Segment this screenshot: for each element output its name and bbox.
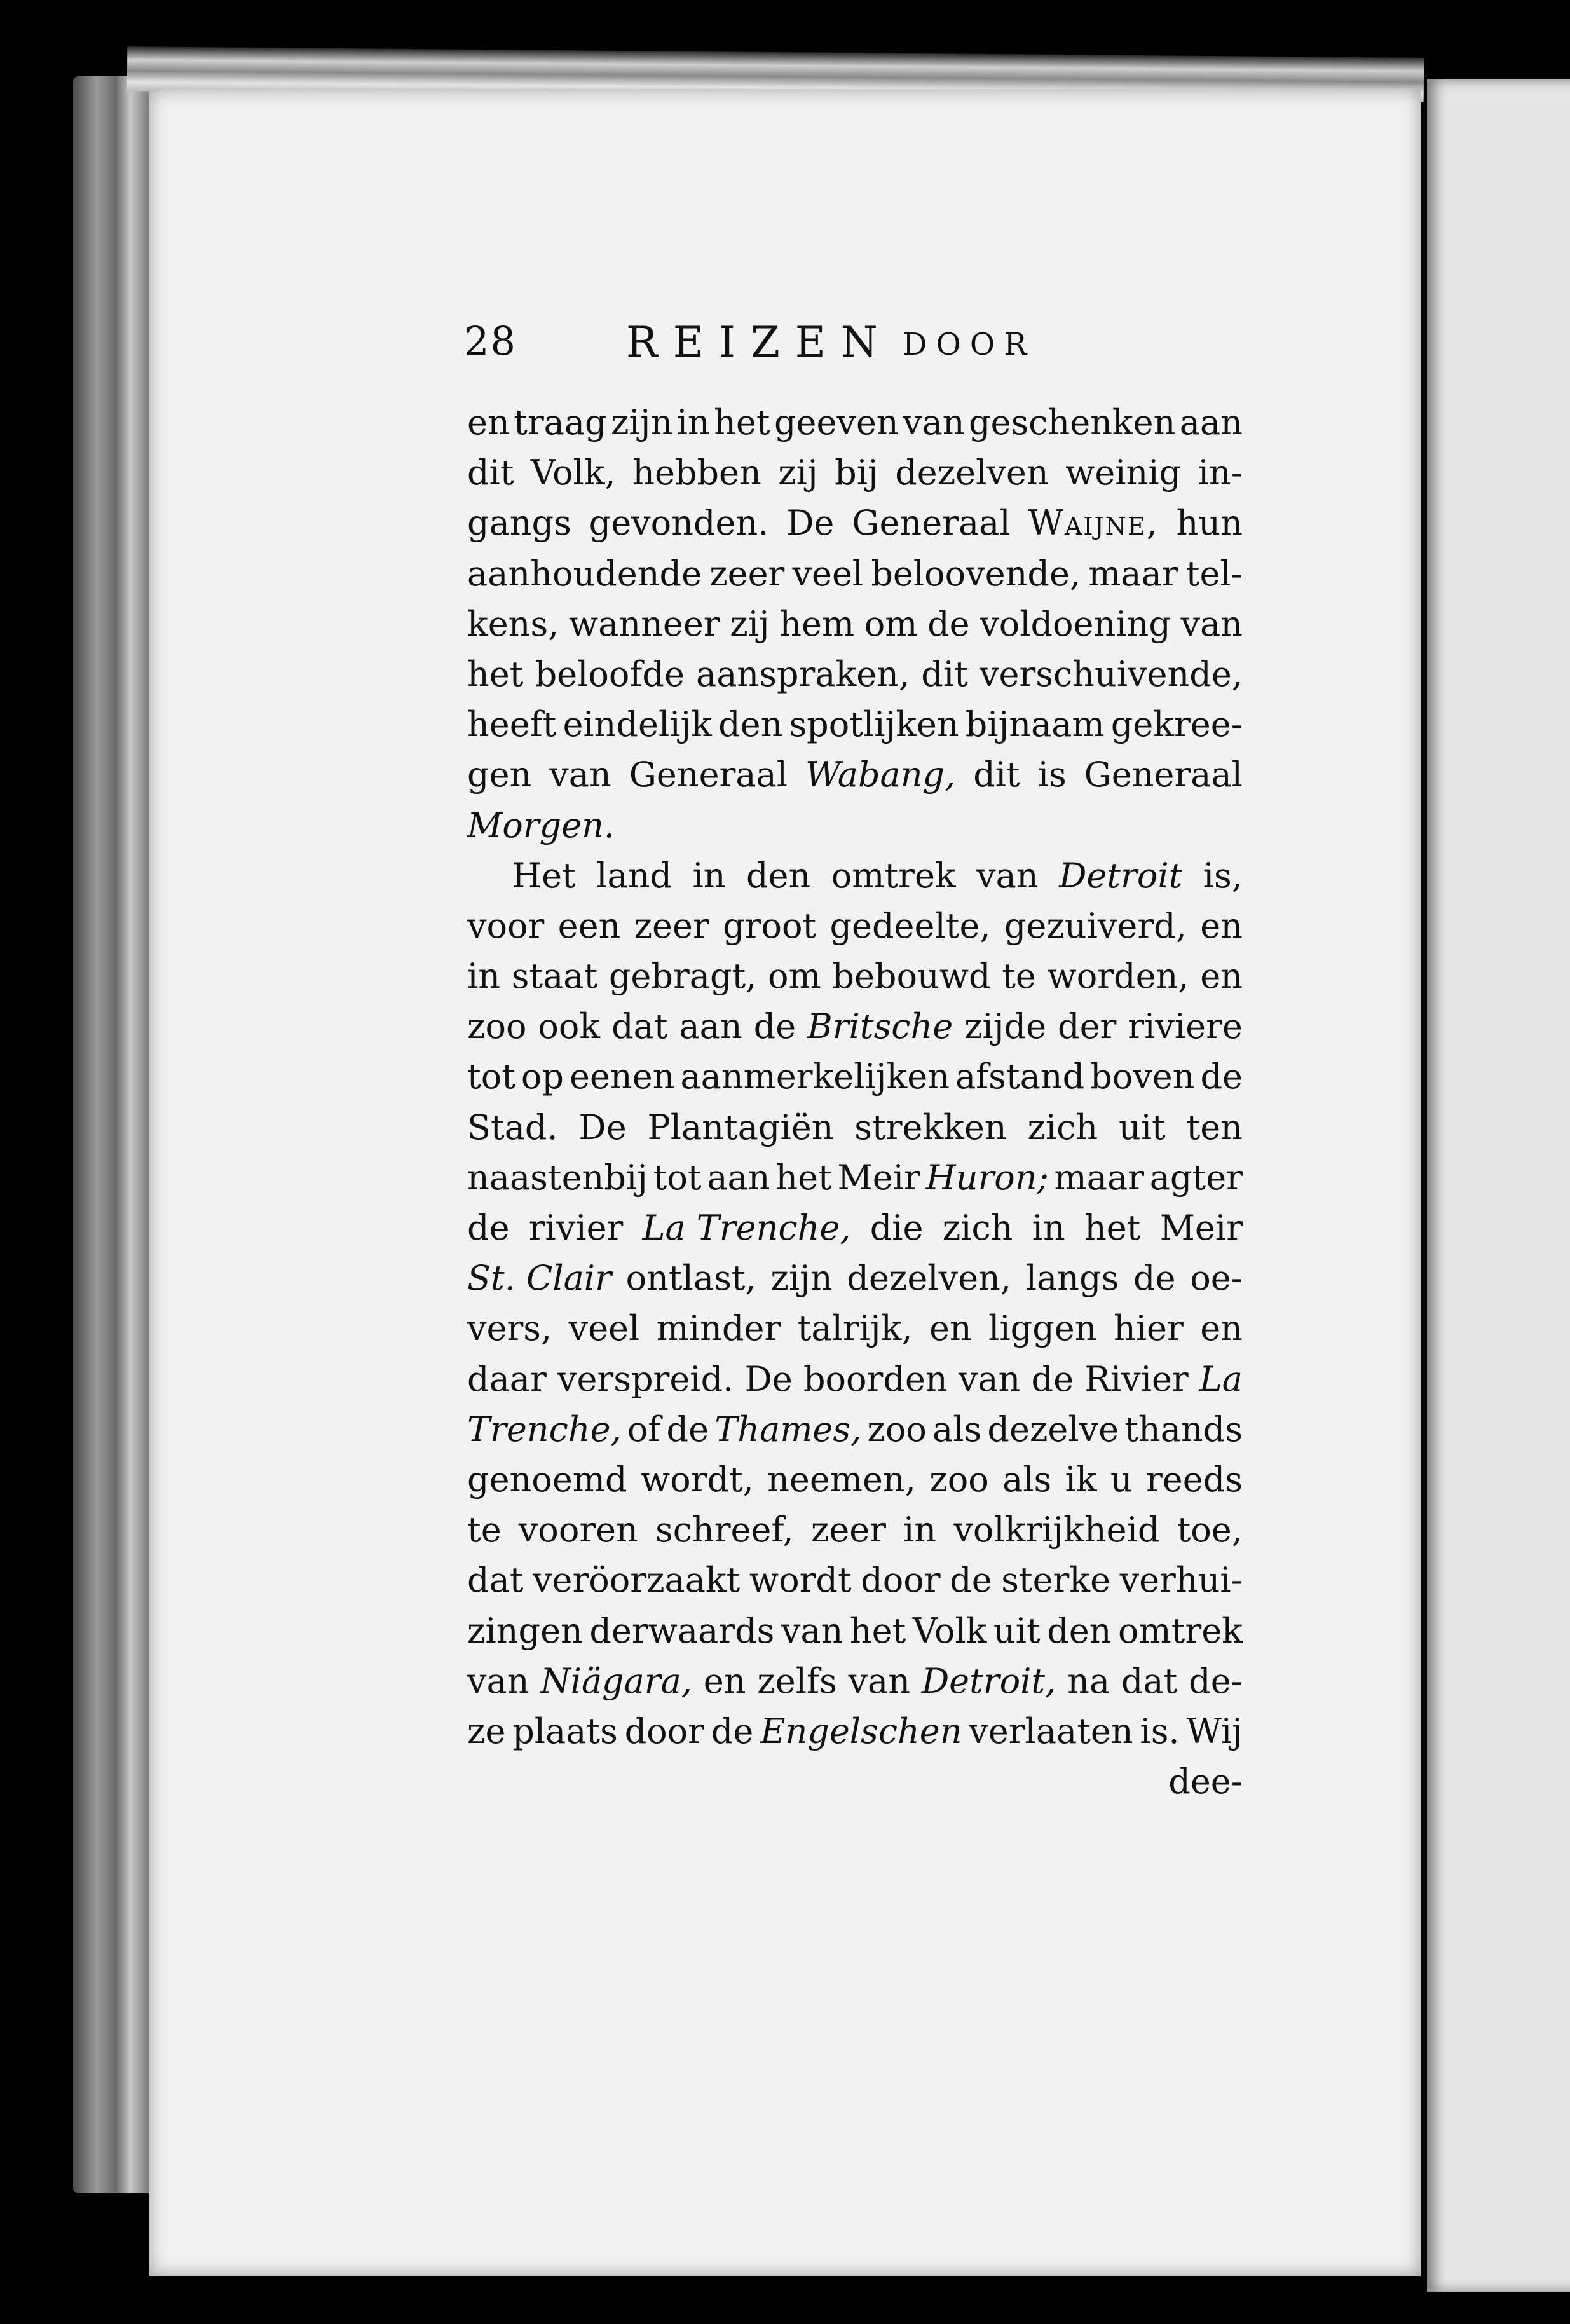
word: van <box>958 1358 1021 1399</box>
text-line <box>467 549 1243 599</box>
word: traag <box>514 402 607 442</box>
word: verspreid. <box>557 1358 734 1399</box>
word: in <box>692 855 726 896</box>
word: zich <box>942 1208 1013 1248</box>
word: weinig <box>1065 453 1182 493</box>
word: Wij <box>1186 1711 1243 1751</box>
word: volkrijkheid <box>953 1510 1160 1550</box>
word: rivier <box>528 1208 624 1248</box>
word: te <box>1002 956 1036 997</box>
word: zijn <box>611 402 673 442</box>
word: Detroit <box>1059 855 1183 896</box>
word: agter <box>1149 1157 1243 1198</box>
text-line <box>467 448 1243 498</box>
word: Volk, <box>531 453 616 493</box>
word: naastenbij <box>467 1157 648 1198</box>
word: talrijk, <box>797 1308 913 1349</box>
word: Generaal <box>852 503 1011 543</box>
word: u <box>1110 1459 1133 1500</box>
word: omtrek <box>831 855 956 896</box>
word: dat <box>611 1006 668 1047</box>
word: gevonden. <box>589 503 769 543</box>
word: boven <box>1090 1056 1195 1097</box>
word: aanhoudende <box>467 553 702 594</box>
text-line <box>467 599 1243 649</box>
text-line <box>467 397 1243 448</box>
text-line <box>467 699 1243 749</box>
word: voldoening <box>980 603 1171 644</box>
text-line <box>467 1606 1243 1656</box>
word: afstand <box>955 1056 1085 1097</box>
word: voor <box>467 905 545 946</box>
text-line <box>467 1354 1243 1404</box>
word: Engelschen <box>760 1711 962 1751</box>
word: schreef, <box>655 1510 794 1550</box>
word: groot <box>723 905 817 946</box>
word: vooren <box>518 1510 638 1550</box>
word: de- <box>1189 1660 1243 1701</box>
word: van <box>1180 603 1243 644</box>
page-number: 28 <box>464 318 517 364</box>
text-line <box>467 1102 1243 1152</box>
word: als <box>932 1409 982 1449</box>
word: om <box>864 603 918 644</box>
word: de <box>927 603 970 644</box>
word: in <box>1032 1208 1065 1248</box>
word: heeft <box>467 704 557 745</box>
word: beloofde <box>535 653 685 694</box>
word: Morgen. <box>467 805 615 845</box>
word: bij <box>835 453 878 493</box>
word: De <box>786 503 835 543</box>
text-line <box>467 1505 1243 1555</box>
word: Meir <box>837 1157 920 1198</box>
word: dit <box>467 453 514 493</box>
word: tot <box>653 1157 702 1198</box>
word: op <box>521 1056 564 1097</box>
word: Thames, <box>714 1409 862 1449</box>
word: daar <box>467 1358 547 1399</box>
word: ontlast, <box>625 1258 756 1299</box>
text-line <box>467 1253 1243 1303</box>
word: eenen <box>570 1056 675 1097</box>
word: de <box>711 1711 754 1751</box>
word: neemen, <box>767 1459 916 1500</box>
word: het <box>775 1157 832 1198</box>
word: Niägara, <box>540 1660 692 1701</box>
word: verschuivende, <box>979 653 1243 694</box>
word: thands <box>1124 1409 1243 1449</box>
word: boorden <box>803 1358 948 1399</box>
word: de <box>753 1006 796 1047</box>
word: Huron; <box>925 1157 1049 1198</box>
text-line <box>467 1706 1243 1756</box>
word: aanspraken, <box>696 653 910 694</box>
text-line <box>467 749 1243 800</box>
word: aan <box>707 1157 770 1198</box>
word: en <box>1200 956 1243 997</box>
word: en <box>1200 1308 1243 1349</box>
word: gekree- <box>1110 704 1243 745</box>
text-line <box>467 1454 1243 1505</box>
word: Plantagiën <box>647 1107 834 1147</box>
word: ze <box>467 1711 506 1751</box>
word: hun <box>1176 503 1243 543</box>
word: aanmerkelijken <box>680 1056 950 1097</box>
word: van <box>467 1660 529 1701</box>
word: zoo <box>867 1409 927 1449</box>
word: hem <box>779 603 855 644</box>
word: uit <box>993 1610 1041 1651</box>
word: kens, <box>467 603 559 644</box>
word: De <box>578 1107 627 1147</box>
word: zij <box>778 453 818 493</box>
word: Generaal <box>1084 755 1243 795</box>
word: La Trenche, <box>642 1208 851 1248</box>
word: den <box>718 704 783 745</box>
word: worden, <box>1047 956 1189 997</box>
word: is, <box>1203 855 1243 896</box>
word: zij <box>730 603 770 644</box>
text-line <box>467 1656 1243 1706</box>
word: genoemd <box>467 1459 627 1500</box>
word: in <box>676 402 710 442</box>
word: zoo <box>467 1006 527 1047</box>
word: derwaards <box>589 1610 775 1651</box>
body-text <box>467 397 1243 1807</box>
word: zijn <box>770 1258 833 1299</box>
word: veel <box>568 1308 640 1349</box>
word: dit <box>973 755 1020 795</box>
word: langs <box>1025 1258 1119 1299</box>
word: gezuiverd, <box>1004 905 1187 946</box>
word: zich <box>1027 1107 1098 1147</box>
word: beloovende, <box>871 553 1081 594</box>
word: de <box>1031 1358 1074 1399</box>
word: liggen <box>988 1308 1097 1349</box>
word: La <box>1199 1358 1243 1399</box>
word: staat <box>511 956 598 997</box>
word: gen <box>467 755 532 795</box>
word: is <box>1037 755 1067 795</box>
word: wordt, <box>640 1459 754 1500</box>
word: de <box>467 1208 510 1248</box>
running-title: REIZEN <box>626 318 893 367</box>
text-line <box>467 1001 1243 1051</box>
word: het <box>1084 1208 1141 1248</box>
word: ten <box>1186 1107 1243 1147</box>
word: dezelve <box>987 1409 1119 1449</box>
word: hier <box>1113 1308 1184 1349</box>
word: bijnaam <box>965 704 1105 745</box>
word: van <box>781 1610 843 1651</box>
word: St. Clair <box>467 1258 611 1299</box>
word: dat <box>467 1560 524 1601</box>
word: Trenche, <box>467 1409 622 1449</box>
word: Detroit, <box>921 1660 1056 1701</box>
word: aan <box>679 1006 742 1047</box>
word: zijde <box>964 1006 1047 1047</box>
word: Het <box>512 855 576 896</box>
word: van <box>549 755 611 795</box>
word: gangs <box>467 503 571 543</box>
word: vers, <box>467 1308 552 1349</box>
word: tot <box>467 1056 515 1097</box>
word: na <box>1067 1660 1110 1701</box>
word: en <box>703 1660 746 1701</box>
word: in- <box>1198 453 1243 493</box>
word: die <box>870 1208 924 1248</box>
word: hebben <box>632 453 761 493</box>
word: Waijne, <box>1028 503 1159 543</box>
word: dezelven <box>895 453 1049 493</box>
word: dat <box>1121 1660 1178 1701</box>
word: de <box>1133 1258 1176 1299</box>
word: veröorzaakt <box>532 1560 741 1601</box>
word: der <box>1058 1006 1117 1047</box>
word: wanneer <box>568 603 720 644</box>
word: dee- <box>1168 1761 1243 1802</box>
word: Meir <box>1159 1208 1243 1248</box>
word: de <box>1200 1056 1243 1097</box>
word: reeds <box>1145 1459 1243 1500</box>
word: bebouwd <box>832 956 991 997</box>
text-line <box>467 800 1243 851</box>
running-title-continuation: DOOR <box>903 327 1036 362</box>
word: als <box>1002 1459 1052 1500</box>
text-line <box>467 1303 1243 1353</box>
word: plaats <box>512 1711 618 1751</box>
text-line <box>467 1203 1243 1253</box>
word: en <box>1200 905 1243 946</box>
word: ook <box>538 1006 601 1047</box>
word: en <box>467 402 510 442</box>
word: Generaal <box>629 755 788 795</box>
text-line <box>467 649 1243 699</box>
text-line <box>467 1152 1243 1203</box>
text-line <box>467 951 1243 1001</box>
word: spotlijken <box>789 704 959 745</box>
word: een <box>557 905 621 946</box>
word: ik <box>1065 1459 1097 1500</box>
word: het <box>849 1610 906 1651</box>
word: zeer <box>709 553 785 594</box>
word: door <box>624 1711 704 1751</box>
word: om <box>768 956 821 997</box>
word: maar <box>1054 1157 1144 1198</box>
text-line <box>467 498 1243 548</box>
word: uit <box>1118 1107 1166 1147</box>
word: zeer <box>634 905 709 946</box>
word: het <box>714 402 770 442</box>
word: eindelijk <box>563 704 712 745</box>
word: sterke <box>1001 1560 1111 1601</box>
word: veel <box>792 553 864 594</box>
word: de <box>950 1560 992 1601</box>
text-line <box>467 1756 1243 1807</box>
word: gebragt, <box>608 956 757 997</box>
word: wordt <box>749 1560 852 1601</box>
word: van <box>903 402 965 442</box>
word: geschenken <box>968 402 1176 442</box>
facing-page-edge <box>1427 79 1570 2292</box>
word: dezelven, <box>847 1258 1011 1299</box>
word: Stad. <box>467 1107 558 1147</box>
word: tel- <box>1185 553 1243 594</box>
word: zoo <box>929 1459 989 1500</box>
word: strekken <box>854 1107 1007 1147</box>
text-line <box>467 1404 1243 1454</box>
word: den <box>746 855 811 896</box>
text-line <box>467 1051 1243 1102</box>
word: land <box>596 855 672 896</box>
word: te <box>467 1510 502 1550</box>
word: minder <box>656 1308 781 1349</box>
word: van <box>848 1660 911 1701</box>
word: toe, <box>1177 1510 1243 1550</box>
word: in <box>903 1510 937 1550</box>
word: is. <box>1140 1711 1180 1751</box>
running-header <box>464 318 1100 375</box>
word: riviere <box>1128 1006 1243 1047</box>
word: zelfs <box>757 1660 837 1701</box>
text-line <box>467 1555 1243 1605</box>
word: de <box>666 1409 709 1449</box>
word: door <box>861 1560 941 1601</box>
word: maar <box>1088 553 1178 594</box>
word: Rivier <box>1084 1358 1189 1399</box>
word: verhui- <box>1119 1560 1243 1601</box>
word: Volk <box>912 1610 987 1651</box>
word: het <box>467 653 524 694</box>
word: gedeelte, <box>829 905 991 946</box>
word: van <box>976 855 1039 896</box>
word: Britsche <box>807 1006 953 1047</box>
word: of <box>627 1409 661 1449</box>
text-line <box>467 851 1243 901</box>
word: oe- <box>1190 1258 1243 1299</box>
word: in <box>467 956 501 997</box>
word: De <box>744 1358 793 1399</box>
word: den <box>1047 1610 1112 1651</box>
word: geeven <box>774 402 899 442</box>
text-line <box>467 901 1243 951</box>
word: zeer <box>810 1510 886 1550</box>
word: aan <box>1179 402 1243 442</box>
word: zingen <box>467 1610 583 1651</box>
word: Wabang, <box>805 755 956 795</box>
word: verlaaten <box>969 1711 1133 1751</box>
word: dit <box>921 653 968 694</box>
word: omtrek <box>1118 1610 1243 1651</box>
word: en <box>929 1308 972 1349</box>
